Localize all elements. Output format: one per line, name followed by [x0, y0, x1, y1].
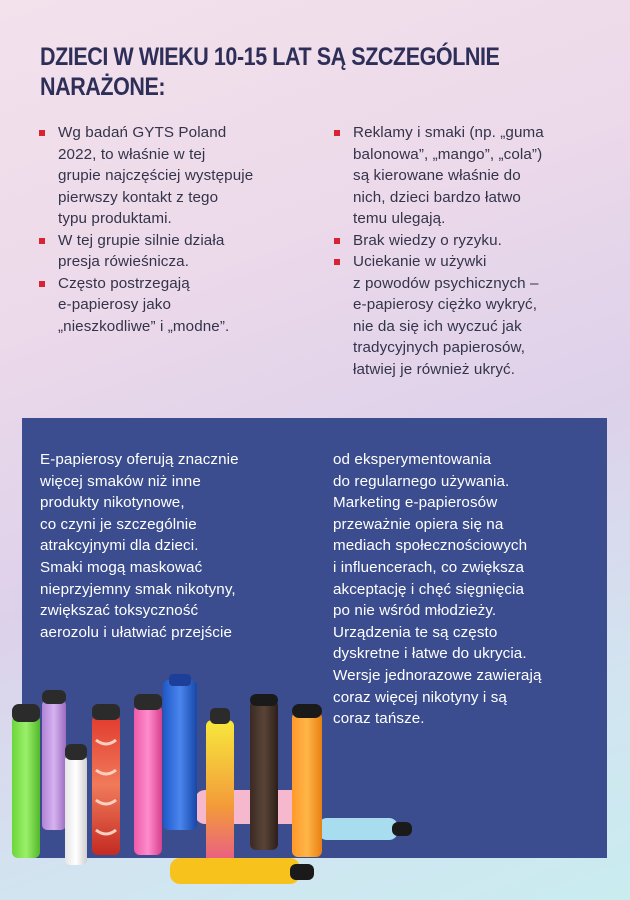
panel-line: aerozolu i ułatwiać przejście [40, 623, 232, 641]
bullet-line: presja rówieśnicza. [58, 253, 190, 270]
bullet-line: temu ulegają. [353, 210, 446, 227]
bullet-item [38, 122, 308, 230]
panel-line: Urządzenia te są często [333, 623, 498, 641]
bullet-line: typu produktami. [58, 210, 172, 227]
bullet-line: „nieszkodliwe” i „modne”. [58, 317, 230, 335]
panel-line: nieprzyjemny smak nikotyny, [40, 580, 236, 598]
bullet-line: Reklamy i smaki (np. „guma [353, 124, 544, 141]
bullet-line: W tej grupie silnie działa [58, 231, 225, 249]
panel-line: przeważnie opiera się na [333, 515, 504, 533]
left-bullet-list [38, 122, 308, 337]
panel-line: atrakcyjnymi dla dzieci. [40, 537, 199, 555]
bullet-marker [334, 259, 340, 265]
bullet-line: Brak wiedzy o ryzyku. [353, 231, 502, 249]
bullet-marker [334, 238, 340, 244]
bullet-line: z powodów psychicznych – [353, 274, 539, 292]
panel-line: od eksperymentowania [333, 451, 492, 468]
bullet-line: Często postrzegają [58, 274, 190, 292]
bullet-line: e-papierosy jako [58, 296, 172, 313]
bullet-item [38, 230, 308, 273]
bullet-line: e-papierosy ciężko wykryć, [353, 296, 538, 313]
bullet-item [333, 230, 603, 252]
panel-line: coraz więcej nikotyny i są [333, 688, 507, 706]
panel-line: Marketing e-papierosów [333, 494, 498, 512]
bullet-line: są kierowane właśnie do [353, 167, 521, 184]
panel-line: akceptację i chęć sięgnięcia [333, 580, 525, 598]
bullet-line: pierwszy kontakt z tego [58, 188, 219, 206]
panel-line: dyskretne i łatwe do ukrycia. [333, 645, 527, 663]
bullet-marker [39, 281, 45, 287]
bullet-line: balonowa”, „mango”, „cola”) [353, 145, 543, 163]
bullet-item [38, 273, 308, 338]
right-bullet-list [333, 122, 603, 380]
bullet-item [333, 122, 603, 230]
bullet-line: tradycyjnych papierosów, [353, 339, 526, 356]
bullet-marker [39, 238, 45, 244]
bullet-marker [334, 130, 340, 136]
bullet-line: nie da się ich wyczuć jak [353, 317, 522, 335]
heading-line-1: DZIECI W WIEKU 10-15 LAT SĄ SZCZEGÓLNIE [40, 43, 500, 71]
bullet-line: Uciekanie w używki [353, 253, 487, 270]
panel-text-left [40, 449, 239, 643]
bullet-line: nich, dzieci bardzo łatwo [353, 188, 521, 206]
heading-line-2: NARAŻONE: [40, 73, 166, 101]
bullet-line: grupie najczęściej występuje [58, 167, 254, 184]
panel-line: więcej smaków niż inne [40, 472, 201, 490]
panel-line: Smaki mogą maskować [40, 558, 203, 576]
panel-line: coraz tańsze. [333, 710, 425, 728]
panel-line: zwiększać toksyczność [40, 602, 199, 620]
panel-line: po nie wśród młodzieży. [333, 602, 497, 620]
panel-line: do regularnego używania. [333, 472, 510, 490]
panel-line: mediach społecznościowych [333, 537, 528, 555]
bullet-line: Wg badań GYTS Poland [58, 124, 227, 141]
panel-line: co czyni je szczególnie [40, 515, 197, 533]
page-heading [40, 42, 504, 102]
panel-line: Wersje jednorazowe zawierają [333, 666, 542, 684]
panel-line: E-papierosy oferują znacznie [40, 451, 239, 468]
bullet-item [333, 251, 603, 380]
panel-line: produkty nikotynowe, [40, 494, 185, 512]
bullet-line: łatwiej je również ukryć. [353, 360, 516, 378]
bullet-marker [39, 130, 45, 136]
e-cigarettes-illustration [0, 660, 630, 900]
panel-line: i influencerach, co zwiększa [333, 558, 525, 576]
bullet-line: 2022, to właśnie w tej [58, 145, 206, 163]
